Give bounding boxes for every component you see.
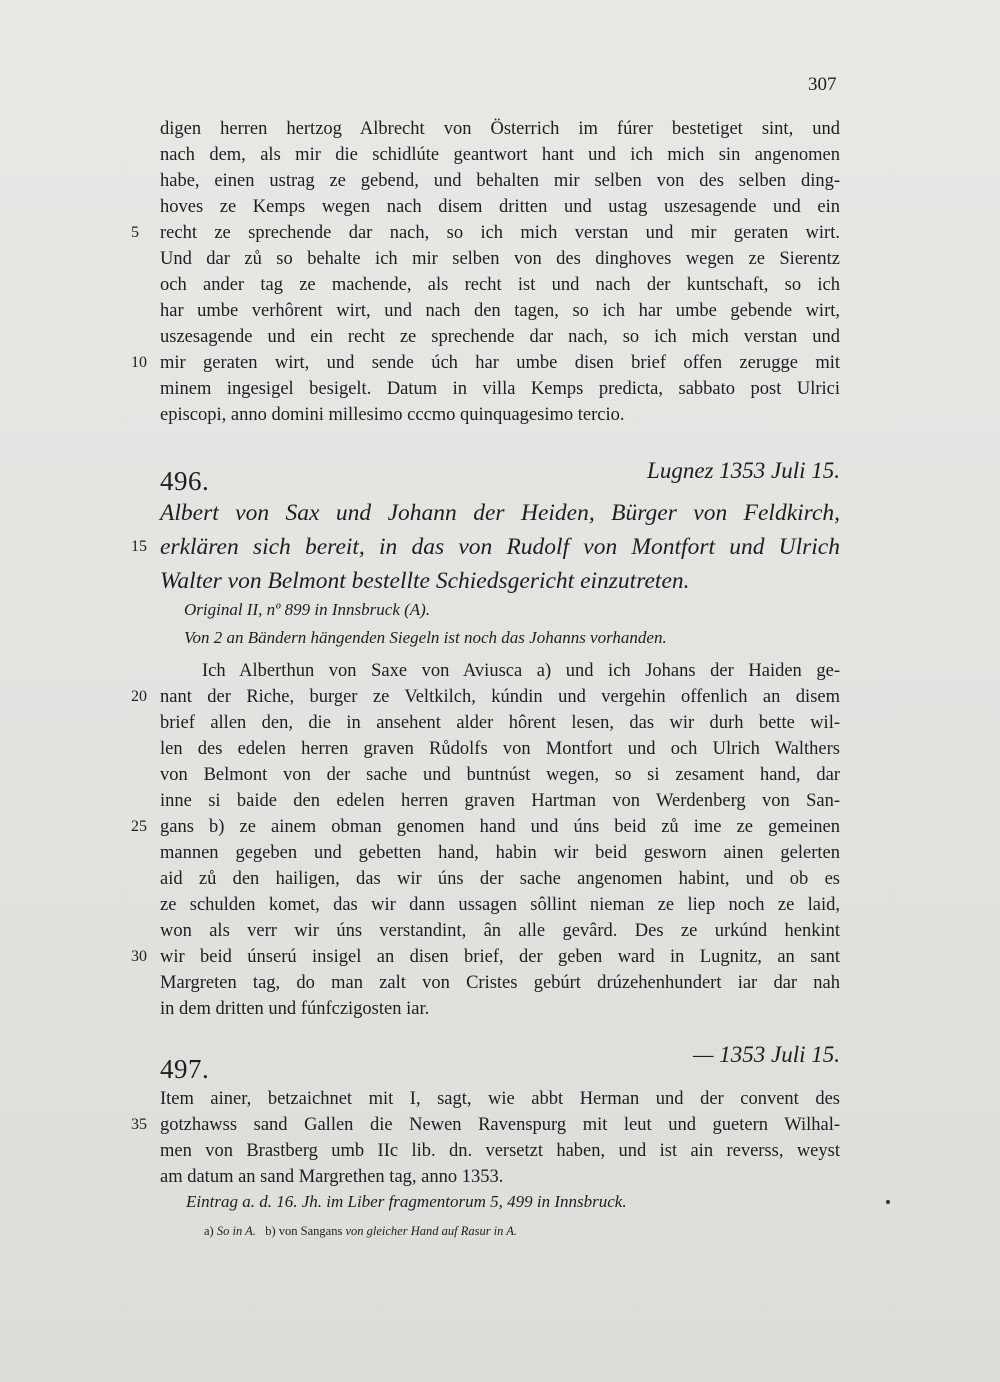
- text-line: 20 nant der Riche, burger ze Veltkilch, kúndin und vergehin offenlich an disem: [160, 684, 840, 710]
- text-line: minem ingesigel besigelt. Datum in villa Kemps predicta, sabbato post Ulrici: [160, 379, 840, 399]
- seal-note-496: Von 2 an Bändern hängenden Siegeln ist noch das Johanns vorhanden.: [184, 628, 667, 647]
- text-line: 5 recht ze sprechende dar nach, so ich mich verstan und mir geraten wirt.: [160, 220, 840, 246]
- text-line: am datum an sand Margrethen tag, anno 1353.: [160, 1167, 504, 1187]
- regest-line: 15 erklären sich bereit, in das von Rudolf von Montfort und Ulrich: [160, 530, 840, 564]
- text-line: aid zů den hailigen, das wir úns der sache angenomen habint, und ob es: [160, 869, 840, 889]
- regest-line: Walter von Belmont bestellte Schiedsgericht einzutreten.: [160, 568, 690, 594]
- footnotes: [204, 1224, 517, 1239]
- text-line: episcopi, anno domini millesimo cccmo quinquagesimo tercio.: [160, 405, 625, 425]
- page-number: 307: [808, 74, 837, 95]
- document-date-497: — 1353 Juli 15.: [693, 1042, 840, 1067]
- line-number: 5: [131, 224, 139, 241]
- line-number: 35: [131, 1116, 147, 1133]
- text-line: 35 gotzhawss sand Gallen die Newen Ravenspurg mit leut und guetern Wilhal-: [160, 1112, 840, 1138]
- text-line: Margreten tag, do man zalt von Cristes gebúrt drúzehenhundert iar dar nah: [160, 973, 840, 993]
- line-number: 30: [131, 948, 147, 965]
- text-line: Und dar zů so behalte ich mir selben von des dinghoves wegen ze Sierentz: [160, 249, 840, 269]
- text-line: 10 mir geraten wirt, und sende úch har umbe disen brief offen zerugge mit: [160, 350, 840, 376]
- text-line: habe, einen ustrag ze gebend, und behalten mir selben von des selben ding-: [160, 171, 840, 191]
- text-line: hoves ze Kemps wegen nach disem dritten und ustag uszesagende und ein: [160, 197, 840, 217]
- line-number: 20: [131, 688, 147, 705]
- line-number: 10: [131, 354, 147, 371]
- line-number: 25: [131, 818, 147, 835]
- text-line: uszesagende und ein recht ze sprechende dar nach, so ich mich verstan und: [160, 327, 840, 347]
- text-line: in dem dritten und fúnfczigosten iar.: [160, 999, 430, 1019]
- text-line: 30 wir beid únserú insigel an disen brief, der geben ward in Lugnitz, an sant: [160, 944, 840, 970]
- footnote-a-text: So in A.: [216, 1224, 256, 1238]
- footnote-b-text: von gleicher Hand auf Rasur in A.: [345, 1224, 518, 1238]
- continuation-text: [131, 116, 840, 428]
- text-line: och ander tag ze machende, als recht ist und nach der kuntschaft, so ich: [160, 275, 840, 295]
- text-line: von Belmont von der sache und buntnúst wegen, so si zesament hand, dar: [160, 765, 840, 785]
- text-line: won als verr wir úns verstandint, ân alle gevârd. Des ze urkúnd henkint: [160, 921, 840, 941]
- source-note-497: Eintrag a. d. 16. Jh. im Liber fragmentorum 5, 499 in Innsbruck.: [186, 1192, 627, 1211]
- text-line: brief allen den, die in ansehent alder hôrent lesen, das wir durh bette wil-: [160, 713, 840, 733]
- document-number-497: 497.: [160, 1054, 210, 1084]
- source-note-496: Original II, nº 899 in Innsbruck (A).: [184, 600, 431, 619]
- text-line: ze schulden komet, das wir dann ussagen sôllint nieman ze liep noch ze laid,: [160, 895, 840, 915]
- document-number-496: 496.: [160, 466, 210, 496]
- regest-line: Albert von Sax und Johann der Heiden, Bürger von Feldkirch,: [160, 500, 840, 526]
- text-line: nach dem, als mir die schidlúte geantwort hant und ich mich sin angenomen: [160, 145, 840, 165]
- text-line: Item ainer, betzaichnet mit I, sagt, wie abbt Herman und der convent des: [160, 1089, 840, 1109]
- text-line: har umbe verhôrent wirt, und nach den tagen, so ich har umbe gebende wirt,: [160, 301, 840, 321]
- footnote-b-mark: b) von Sangans: [265, 1224, 343, 1238]
- text-line: men von Brastberg umb IIc lib. dn. versetzt haben, und ist ain reverss, weyst: [160, 1141, 840, 1161]
- text-line: len des edelen herren graven Růdolfs von Montfort und och Ulrich Walthers: [160, 739, 840, 759]
- line-number: 15: [131, 538, 147, 555]
- text-line: mannen gegeben und gebetten hand, habin wir beid gesworn ainen gelerten: [160, 843, 840, 863]
- text-line: digen herren hertzog Albrecht von Österrich im fúrer bestetiget sint, und: [160, 119, 840, 139]
- document-date-496: Lugnez 1353 Juli 15.: [647, 458, 840, 483]
- text-line: 25 gans b) ze ainem obman genomen hand und úns beid zů ime ze gemeinen: [160, 814, 840, 840]
- text-line: inne si baide den edelen herren graven Hartman von Werdenberg von San-: [160, 791, 840, 811]
- text-line: Ich Alberthun von Saxe von Aviusca a) und ich Johans der Haiden ge-: [202, 661, 840, 681]
- footnote-a-mark: a): [204, 1224, 214, 1238]
- body-497: [131, 1086, 840, 1190]
- regest-496: [131, 496, 840, 598]
- body-496: [131, 658, 840, 1022]
- ink-speck: [886, 1200, 890, 1204]
